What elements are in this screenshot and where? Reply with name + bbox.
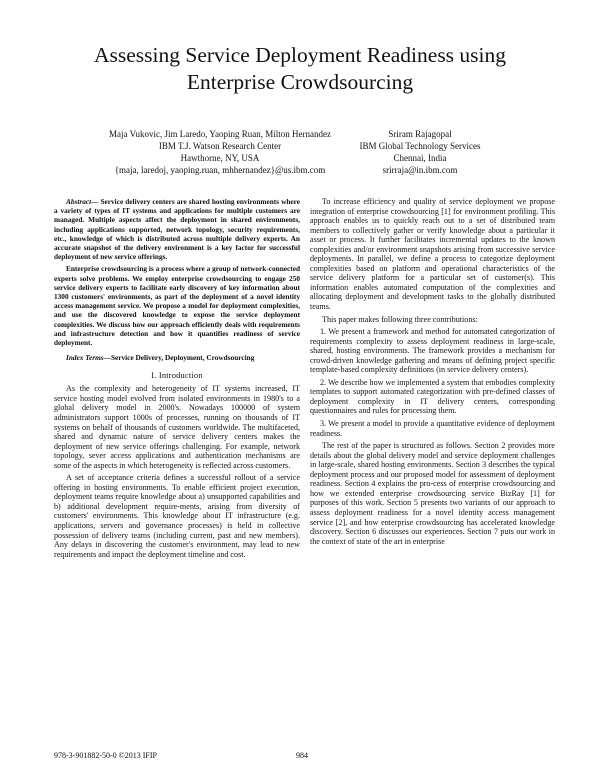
title-line-2: Enterprise Crowdsourcing	[186, 70, 414, 94]
intro-paragraph-2: A set of acceptance criteria defines a successful rollout of a service offering in hosting environments. To enable efficient project execution, deployment teams require knowledge about a) unsupported capabilities and b) additional development require-ments, arising from diversity of customers' environments. This knowledge about IT infrastructure (e.g. applications, servers and governance processes) is held in collective possession of delivery teams (including current, past and new members). Any delays in discovering the customer's environment, may lead to new requirements and impact the deployment timeline and cost.	[54, 473, 300, 559]
footer-page-number: 984	[296, 751, 308, 760]
abstract-text: Service delivery centers are shared hosting environments where a variety of types of IT systems and applications for multiple customers are managed. Multiple aspects affect the deployment in shared environments, including applications supported, network topology, security requirements, etc., knowledge of which is distributed across multiple delivery experts. An accurate snapshot of the delivery environment is a key factor for successful deployment of new service offerings.	[54, 197, 300, 262]
index-terms-lead: Index Terms	[66, 353, 104, 363]
body-paragraph-1: To increase efficiency and quality of service deployment we propose integration of enterprise crowdsourcing [1] for environment profiling. This approach enables us to quickly reach out to a set of distributed team members to collectively gather or verify knowledge about a particular it asset or process. It further facilitates incremental updates to the known complexities and/or environment snapshots arising from successive service deployments. In parallel, we define a process to categorize deployment complexities based on platform and operational characteristics of the service delivery platform for a particular set of customer(s). This information enables automated computation of the complexities and allocating deployment and development tasks to the globally distributed teams.	[310, 197, 555, 312]
abstract-lead: Abstract—	[66, 197, 99, 206]
author-block-right	[345, 128, 495, 176]
author-affiliation: IBM Global Technology Services	[359, 141, 481, 151]
author-names: Sriram Rajagopal	[388, 129, 452, 139]
left-column	[54, 197, 300, 562]
author-names: Maja Vukovic, Jim Laredo, Yaoping Ruan, Milton Hernandez	[108, 129, 331, 139]
right-column	[310, 197, 555, 549]
contribution-2: 2. We describe how we implemented a system that embodies complexity templates to support automated categorization with pre-defined classes of deployment complexity in IT delivery centers, corresponding questionnaires and rules for processing them.	[310, 377, 555, 416]
paper-title	[0, 42, 600, 96]
index-terms-text: —Service Delivery, Deployment, Crowdsourcing	[103, 353, 255, 363]
intro-paragraph-1: As the complexity and heterogeneity of IT systems increased, IT service hosting model evolved from isolated environments in 1980's to a global delivery model in 2000's. Nowadays 100000 of system administrators support 1000s of processes, running on thousands of IT systems on behalf of thousands of customers worldwide. The multifaceted, shared and dynamic nature of service delivery centers makes the deployment of new service offerings challenging. For example, network topology, sever access applications and authentication mechanisms are some of the aspects in which heterogeneity is reflected across customers.	[54, 384, 300, 470]
footer-isbn: 978-3-901882-50-0 ©2013 IFIP	[54, 751, 157, 760]
structure-paragraph: The rest of the paper is structured as follows. Section 2 provides more details about the global delivery model and service deployment challenges in large-scale, shared hosting environments. Section 3 describes the typical deployment process and our proposed model for assessment of deployment readiness. Section 4 explains the pro-cess of enterprise crowdsourcing and how we extended enterprise crowdsourcing service BizRay [1] for purposes of this work. Section 5 presents two variants of our approach to assess deployment readiness for a novel identity access management service [2], and how enterprise crowdsourcing has accelerated knowledge discovery. Section 6 discusses our experiences. Section 7 puts our work in the context of state of the art in enterprise	[310, 441, 555, 546]
author-email: {maja, laredoj, yaoping.ruan, mhhernandez}@us.ibm.com	[114, 165, 326, 175]
author-block-left	[95, 128, 345, 176]
contribution-1: 1. We present a framework and method for automated categorization of requirements complexity to assess deployment readiness in large-scale, shared, hosting environments. The framework provides a mechanism for crowd-driven knowledge gathering and means of defining project specific template-based complexity definitions (in service delivery centers).	[310, 327, 555, 375]
contributions-intro: This paper makes following three contributions:	[322, 314, 478, 324]
abstract-paragraph	[54, 197, 300, 261]
author-affiliation: IBM T.J. Watson Research Center	[158, 141, 282, 151]
title-line-1: Assessing Service Deployment Readiness using	[93, 43, 507, 67]
abstract-paragraph-2: Enterprise crowdsourcing is a process where a group of network-connected experts solve problems. We employ enterprise crowdsourcing to engage 250 service delivery experts to facilitate early discovery of key information about 1300 customers' environments, as part of the deployment of a novel identity access management service. We propose a model for deployment complexities, and use the discovered knowledge to expose the service deployment complexities. We discuss how our approach efficiently deals with requirements and infrastructure detection and how it quantifies readiness of service deployment.	[54, 264, 300, 348]
index-terms	[54, 353, 300, 363]
author-location: Hawthorne, NY, USA	[180, 153, 260, 163]
section-heading-introduction: I. Introduction	[151, 370, 203, 380]
author-email: srirraja@in.ibm.com	[382, 165, 458, 175]
author-location: Chennai, India	[393, 153, 447, 163]
contribution-3: 3. We present a model to provide a quantitative evidence of deployment readiness.	[310, 419, 555, 438]
